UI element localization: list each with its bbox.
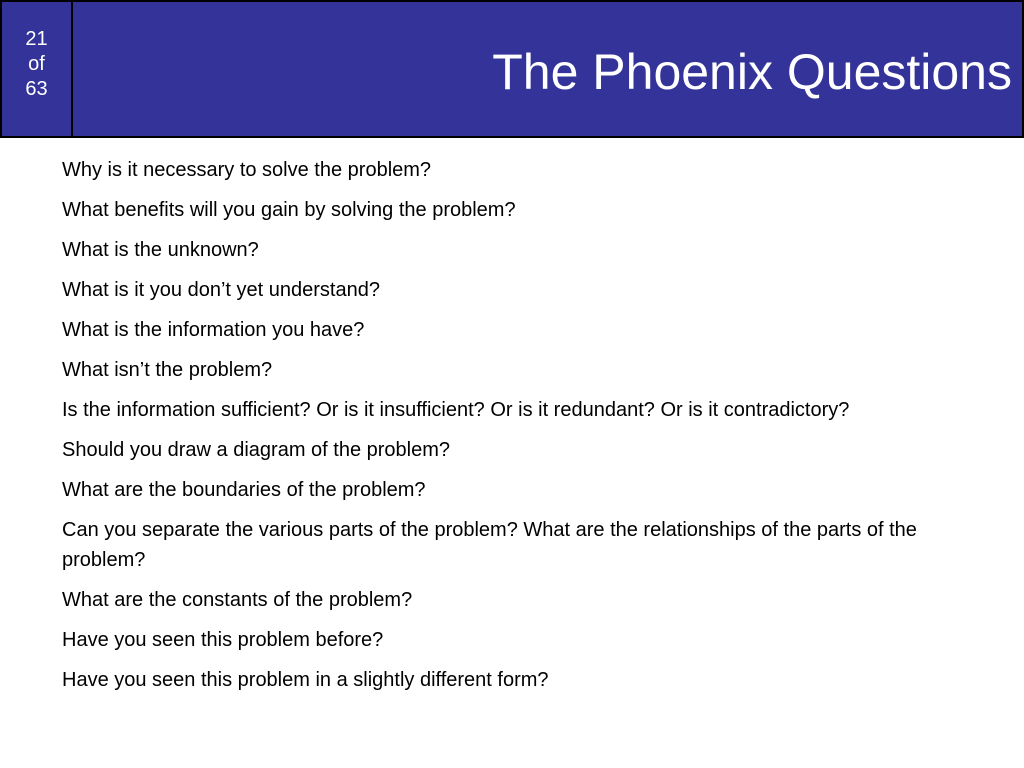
question-item: Can you separate the various parts of the problem? What are the relationships of the parts of the problem? xyxy=(62,519,917,571)
question-item: What are the constants of the problem? xyxy=(62,589,413,611)
question-item: Have you seen this problem before? xyxy=(62,629,384,651)
question-item: Have you seen this problem in a slightly different form? xyxy=(62,669,549,691)
slide-header xyxy=(0,0,1024,138)
question-item: What is the unknown? xyxy=(62,239,259,261)
page-total: 63 xyxy=(25,78,48,100)
question-item: What is the information you have? xyxy=(62,319,365,341)
slide-title: The Phoenix Questions xyxy=(492,44,1012,100)
question-item: Should you draw a diagram of the problem? xyxy=(62,439,451,461)
question-item: Is the information sufficient? Or is it insufficient? Or is it redundant? Or is it contradictory? xyxy=(62,399,850,421)
question-item: What benefits will you gain by solving the problem? xyxy=(62,199,516,221)
page-of-label: of xyxy=(28,53,45,75)
question-item: Why is it necessary to solve the problem? xyxy=(62,159,432,181)
page-current: 21 xyxy=(25,28,48,50)
question-item: What are the boundaries of the problem? xyxy=(62,479,426,501)
question-item: What is it you don’t yet understand? xyxy=(62,279,380,301)
page-indicator xyxy=(2,2,73,136)
question-item: What isn’t the problem? xyxy=(62,359,273,381)
question-list xyxy=(62,155,962,705)
